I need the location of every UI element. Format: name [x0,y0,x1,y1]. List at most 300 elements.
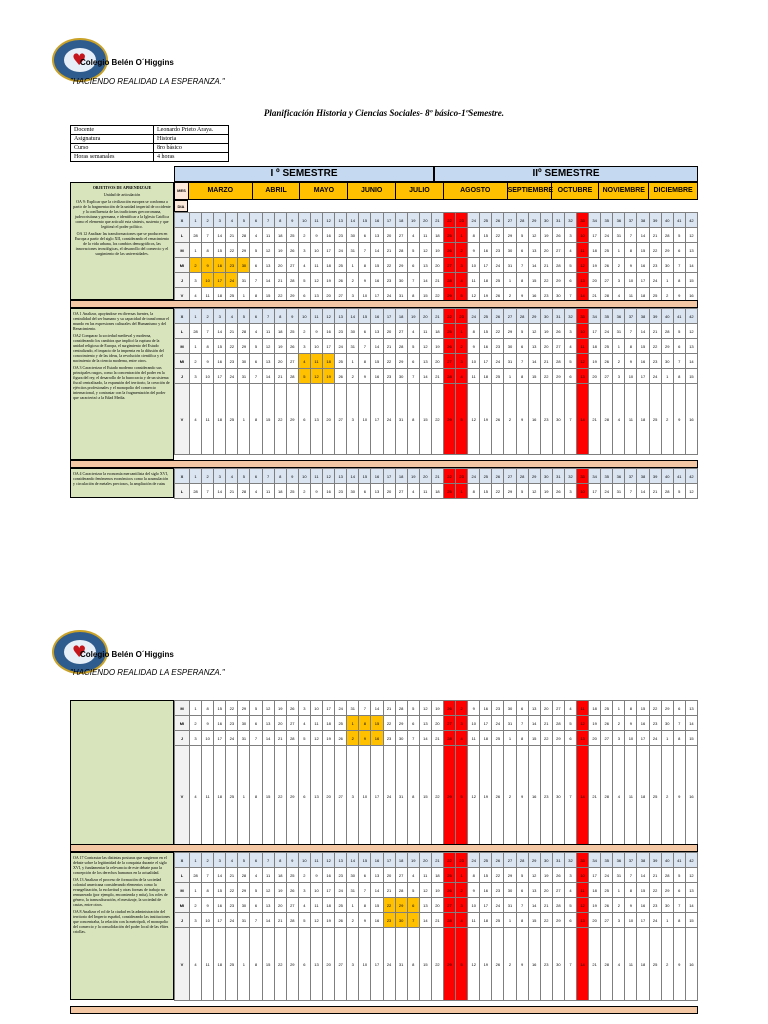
day-cell: 24 [649,273,661,288]
day-cell: 16 [371,469,383,484]
school-logo-icon: ♥ [52,38,108,82]
day-cell: 22 [383,716,395,731]
day-cell: 21 [431,469,443,484]
day-cell: 11 [310,354,322,369]
day-cell: 3 [456,354,468,369]
day-cell: 15 [214,339,226,354]
day-cell: 9 [516,746,528,847]
day-cell: 17 [214,273,226,288]
day-cell: 10 [468,716,480,731]
day-cell: 18 [274,324,286,339]
objective-oa9: OA 9: Explicar que la civilización europea se conforma a partir de la fragmentación de la unidad imperial de occidente y la confluencia de las tradiciones grecorromana, judeocristiana y germana, e identificar a la Iglesia Católica como el elemento que articuló esta síntesis, sustenta y que legitimó el poder político. [73,199,171,229]
day-cell: 15 [371,716,383,731]
day-cell: 25 [335,898,347,913]
day-cell: 9 [359,913,371,928]
day-cell: 16 [323,228,335,243]
day-cell: 20 [383,228,395,243]
day-cell: 29 [504,228,516,243]
day-cell: 18 [480,273,492,288]
day-cell: 23 [540,746,552,847]
day-cell: 26 [492,746,504,847]
day-cell: 4 [613,746,625,847]
day-cell: 31 [347,701,359,716]
day-cell: 8 [673,369,685,384]
day-cell: 22 [649,883,661,898]
day-cell: 18 [637,746,649,847]
day-cell: 7 [625,228,637,243]
day-cell: 16 [685,746,697,847]
day-cell: 7 [673,716,685,731]
day-cell: 4 [613,288,625,303]
day-cell: 24 [468,469,480,484]
day-cell: 4 [407,324,419,339]
day-cell: 1 [613,883,625,898]
day-letter: V [175,384,190,455]
day-cell: 31 [613,324,625,339]
day-cell: 13 [335,469,347,484]
day-cell: 23 [226,898,238,913]
day-cell: 4 [456,369,468,384]
day-cell: 11 [577,339,589,354]
day-cell: 3 [190,369,202,384]
day-cell: 13 [528,701,540,716]
day-cell: 18 [431,868,443,883]
day-cell: 26 [443,339,455,354]
day-cell: 9 [202,898,214,913]
day-cell: 9 [286,469,298,484]
day-cell: 2 [298,484,310,499]
day-cell: 26 [443,701,455,716]
day-cell: 16 [323,324,335,339]
day-cell: 22 [649,243,661,258]
day-cell: 24 [492,898,504,913]
day-cell: 28 [516,213,528,228]
month-diciembre: DICIEMBRE [653,187,693,194]
day-cell: 13 [577,731,589,746]
day-cell: 13 [310,928,322,1001]
day-cell: 11 [577,883,589,898]
day-cell: 16 [214,716,226,731]
day-cell: 7 [359,883,371,898]
day-cell: 24 [492,716,504,731]
day-cell: 15 [637,243,649,258]
day-cell: 5 [516,324,528,339]
day-cell: 15 [262,384,274,455]
day-cell: 25 [601,243,613,258]
day-letter: L [175,228,190,243]
day-cell: 8 [625,883,637,898]
day-cell: 8 [516,913,528,928]
day-cell: 5 [250,243,262,258]
day-cell: 22 [540,273,552,288]
day-cell: 8 [407,746,419,847]
day-letter: M [175,339,190,354]
day-cell: 19 [589,354,601,369]
day-cell: 3 [613,369,625,384]
day-cell: 26 [286,339,298,354]
day-cell: 6 [407,354,419,369]
day-cell: 17 [323,339,335,354]
day-cell: 20 [383,484,395,499]
day-cell: 18 [637,384,649,455]
day-cell: 20 [383,324,395,339]
day-cell: 11 [625,384,637,455]
school-logo-icon: ♥ [52,630,108,674]
day-cell: 26 [335,369,347,384]
day-cell: 10 [625,273,637,288]
day-cell: 5 [456,384,468,455]
day-cell: 14 [637,228,649,243]
day-cell: 7 [262,853,274,868]
day-cell: 19 [274,883,286,898]
day-cell: 20 [323,384,335,455]
day-cell: 23 [226,258,238,273]
day-cell: 17 [637,369,649,384]
day-cell: 11 [262,484,274,499]
day-cell: 17 [383,853,395,868]
day-cell: 21 [383,243,395,258]
day-cell: 4 [226,309,238,324]
day-cell: 30 [238,898,250,913]
month-header-row [174,182,698,200]
day-cell: 29 [504,868,516,883]
day-cell: 18 [589,883,601,898]
day-cell: 29 [286,928,298,1001]
day-cell: 29 [443,928,455,1001]
day-cell: 5 [407,339,419,354]
day-cell: 29 [552,273,564,288]
day-cell: 30 [552,384,564,455]
day-cell: 21 [226,324,238,339]
day-cell: 41 [673,309,685,324]
day-cell: 13 [310,384,322,455]
day-cell: 19 [480,928,492,1001]
day-cell: 28 [601,384,613,455]
day-cell: 2 [347,273,359,288]
day-cell: 29 [395,354,407,369]
calendar-row [175,746,698,847]
day-cell: 14 [214,868,226,883]
day-cell: 7 [202,868,214,883]
day-letter: X [175,469,190,484]
day-cell: 14 [528,354,540,369]
day-cell: 15 [480,484,492,499]
day-cell: 21 [589,928,601,1001]
day-cell: 23 [456,853,468,868]
day-cell: 6 [359,484,371,499]
calendar-row [175,273,698,288]
day-cell: 8 [274,213,286,228]
day-cell: 13 [419,258,431,273]
day-cell: 31 [552,469,564,484]
day-cell: 24 [383,384,395,455]
day-cell: 30 [347,484,359,499]
day-cell: 12 [577,354,589,369]
day-cell: 15 [637,339,649,354]
day-cell: 21 [431,369,443,384]
day-cell: 8 [468,324,480,339]
day-cell: 14 [419,731,431,746]
day-cell: 29 [286,746,298,847]
day-cell: 14 [371,883,383,898]
day-cell: 21 [274,273,286,288]
day-cell: 1 [347,354,359,369]
day-cell: 28 [395,339,407,354]
day-cell: 8 [274,469,286,484]
day-cell: 22 [431,928,443,1001]
day-cell: 29 [286,384,298,455]
month-abril: ABRIL [253,183,301,199]
day-cell: 1 [190,243,202,258]
day-cell: 14 [577,928,589,1001]
day-cell: 14 [347,309,359,324]
day-cell: 22 [492,868,504,883]
calendar-row [175,883,698,898]
day-cell: 12 [310,731,322,746]
day-cell: 15 [480,228,492,243]
objective-block-3 [70,468,174,498]
day-cell: 1 [504,731,516,746]
day-cell: 16 [528,746,540,847]
day-cell: 30 [395,731,407,746]
day-cell: 21 [226,484,238,499]
day-cell: 2 [613,354,625,369]
day-cell: 27 [552,243,564,258]
day-cell: 18 [395,213,407,228]
day-cell: 11 [262,228,274,243]
day-cell: 5 [250,883,262,898]
day-cell: 1 [190,883,202,898]
day-cell: 16 [528,288,540,303]
day-cell: 21 [589,746,601,847]
day-cell: 11 [625,288,637,303]
day-cell: 19 [540,484,552,499]
calendar-grid-2 [174,308,698,455]
day-cell: 31 [395,288,407,303]
day-cell: 31 [552,309,564,324]
day-cell: 8 [516,731,528,746]
day-cell: 11 [577,701,589,716]
day-cell: 22 [443,309,455,324]
day-cell: 14 [371,243,383,258]
day-cell: 4 [298,354,310,369]
day-cell: 20 [431,354,443,369]
day-cell: 8 [516,273,528,288]
day-cell: 21 [431,913,443,928]
day-cell: 28 [286,913,298,928]
day-cell: 16 [480,701,492,716]
day-cell: 17 [371,288,383,303]
day-cell: 31 [552,853,564,868]
day-cell: 17 [589,484,601,499]
day-cell: 17 [323,243,335,258]
day-cell: 5 [238,853,250,868]
day-cell: 17 [480,258,492,273]
day-cell: 6 [564,731,576,746]
day-cell: 5 [516,484,528,499]
calendar-row [175,484,698,499]
day-cell: 18 [431,324,443,339]
day-cell: 11 [419,228,431,243]
day-cell: 8 [673,731,685,746]
day-cell: 27 [335,928,347,1001]
day-cell: 9 [468,701,480,716]
day-cell: 6 [564,913,576,928]
day-cell: 27 [335,384,347,455]
day-cell: 1 [661,731,673,746]
day-cell: 20 [419,309,431,324]
day-cell: 13 [371,228,383,243]
day-cell: 8 [202,339,214,354]
day-cell: 5 [238,309,250,324]
day-cell: 24 [383,288,395,303]
day-cell: 22 [649,339,661,354]
day-cell: 14 [637,868,649,883]
day-cell: 28 [190,228,202,243]
day-cell: 22 [492,228,504,243]
day-cell: 23 [383,369,395,384]
day-cell: 9 [516,384,528,455]
day-cell: 14 [419,913,431,928]
day-cell: 16 [685,928,697,1001]
month-junio: JUNIO [348,183,396,199]
day-cell: 7 [262,309,274,324]
day-cell: 25 [492,913,504,928]
day-cell: 20 [431,258,443,273]
day-cell: 36 [613,309,625,324]
day-cell: 7 [407,731,419,746]
day-cell: 4 [613,384,625,455]
day-cell: 9 [673,928,685,1001]
day-cell: 41 [673,213,685,228]
day-cell: 9 [625,898,637,913]
day-cell: 42 [685,213,697,228]
day-cell: 19 [407,309,419,324]
day-cell: 5 [564,258,576,273]
day-cell: 18 [214,384,226,455]
day-cell: 2 [190,716,202,731]
day-cell: 9 [359,369,371,384]
day-cell: 16 [637,354,649,369]
info-label: Curso [71,144,154,153]
day-cell: 34 [589,213,601,228]
mes-label: MES [175,183,189,199]
day-cell: 6 [673,243,685,258]
day-cell: 13 [577,273,589,288]
day-cell: 11 [625,928,637,1001]
day-cell: 2 [456,701,468,716]
day-cell: 7 [407,273,419,288]
day-cell: 2 [202,469,214,484]
day-cell: 9 [673,384,685,455]
day-cell: 10 [310,883,322,898]
day-cell: 23 [226,716,238,731]
day-cell: 14 [371,339,383,354]
day-cell: 10 [577,228,589,243]
day-letter: J [175,731,190,746]
day-cell: 5 [407,243,419,258]
day-cell: 31 [613,484,625,499]
day-cell: 9 [202,716,214,731]
day-cell: 9 [359,731,371,746]
day-cell: 17 [214,369,226,384]
calendar-row [175,384,698,455]
day-cell: 20 [431,898,443,913]
day-cell: 27 [443,354,455,369]
day-cell: 6 [250,469,262,484]
day-letter: J [175,273,190,288]
day-cell: 21 [383,701,395,716]
calendar-row [175,228,698,243]
day-cell: 3 [298,243,310,258]
day-letter: MI [175,258,190,273]
day-cell: 3 [214,309,226,324]
calendar-grid-3 [174,468,698,499]
day-cell: 31 [395,746,407,847]
day-cell: 1 [238,384,250,455]
day-cell: 22 [226,243,238,258]
day-cell: 14 [262,913,274,928]
day-cell: 24 [468,853,480,868]
day-cell: 31 [395,384,407,455]
day-cell: 15 [262,928,274,1001]
day-cell: 23 [383,273,395,288]
day-cell: 25 [480,213,492,228]
objective-block-4 [70,700,174,850]
day-cell: 26 [552,228,564,243]
day-cell: 11 [202,384,214,455]
day-cell: 13 [528,243,540,258]
calendar-row [175,324,698,339]
day-cell: 1 [347,716,359,731]
day-cell: 4 [564,701,576,716]
calendar-row [175,354,698,369]
day-cell: 16 [371,853,383,868]
day-cell: 20 [274,258,286,273]
day-cell: 16 [214,898,226,913]
day-cell: 32 [564,213,576,228]
day-cell: 19 [589,258,601,273]
day-cell: 26 [601,258,613,273]
day-cell: 10 [202,913,214,928]
day-cell: 18 [431,484,443,499]
day-cell: 24 [649,731,661,746]
day-cell: 29 [504,324,516,339]
day-cell: 28 [661,324,673,339]
day-cell: 6 [298,384,310,455]
day-cell: 7 [359,701,371,716]
day-cell: 6 [516,243,528,258]
day-cell: 32 [564,469,576,484]
objective-block-1 [70,182,174,300]
day-cell: 25 [335,354,347,369]
day-cell: 13 [371,484,383,499]
month-agosto: AGOSTO [444,183,508,199]
day-cell: 19 [323,369,335,384]
day-cell: 4 [298,258,310,273]
day-cell: 1 [190,701,202,716]
day-cell: 27 [504,213,516,228]
day-cell: 28 [661,868,673,883]
day-cell: 17 [637,913,649,928]
day-cell: 18 [395,309,407,324]
day-cell: 31 [504,898,516,913]
day-cell: 17 [383,309,395,324]
day-cell: 7 [673,258,685,273]
day-cell: 2 [347,731,359,746]
day-cell: 4 [456,273,468,288]
day-cell: 3 [298,339,310,354]
